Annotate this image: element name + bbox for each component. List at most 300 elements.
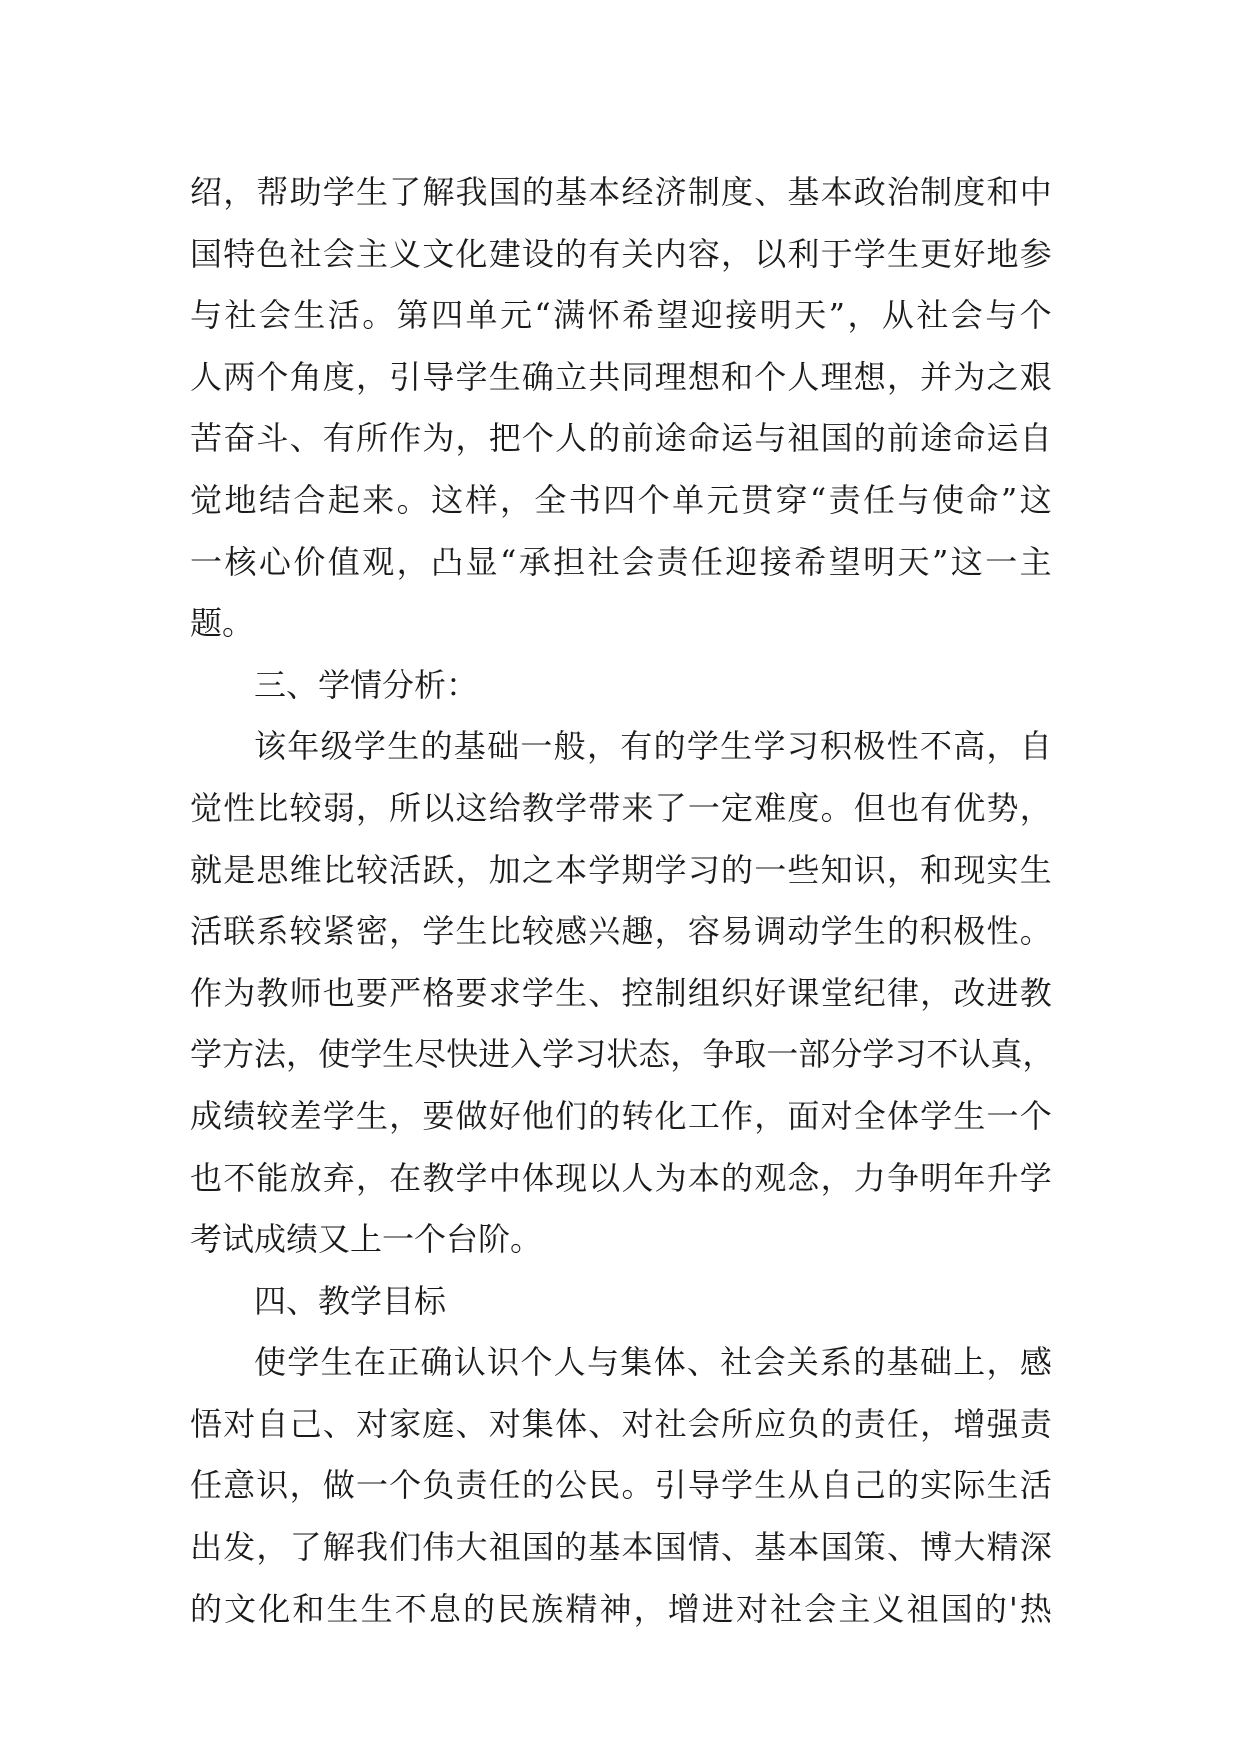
glyph: 为 [223,973,256,1012]
glyph: 生 [360,1589,393,1628]
glyph: 核 [224,542,257,581]
text-line [190,963,1052,1025]
glyph: 要 [355,973,388,1012]
glyph: 怀 [587,296,620,335]
glyph: 性 [223,788,256,827]
glyph: 实 [986,850,1019,889]
glyph: 体 [653,1343,686,1382]
glyph: 确 [521,357,554,396]
glyph: 一 [190,542,223,581]
glyph: 我 [455,173,488,211]
glyph: 关 [786,1343,819,1382]
glyph: 习 [687,850,720,889]
glyph: 任 [488,1466,521,1505]
glyph: 结 [258,480,291,519]
glyph: 法 [254,1035,287,1074]
glyph: 基 [555,173,588,211]
glyph: 己 [289,1404,322,1443]
glyph: 增 [667,1589,700,1628]
glyph: 主 [355,234,388,273]
glyph: 能 [256,1158,289,1197]
glyph: 也 [886,788,919,827]
glyph: 责 [1019,1404,1052,1443]
glyph: 、 [588,973,621,1012]
glyph: 运 [721,419,754,458]
glyph: ， [820,1158,853,1197]
glyph: 学 [753,727,786,766]
glyph: 伟 [422,1528,455,1567]
glyph: 习 [574,1035,607,1074]
glyph: 这 [455,788,488,827]
glyph: 的 [820,1404,853,1443]
glyph: 利 [787,234,820,273]
glyph: 生 [886,234,919,273]
glyph: 的 [853,419,886,458]
glyph: 一 [355,1466,388,1505]
glyph: 族 [531,1589,564,1628]
glyph: ， [499,480,532,519]
text-line [190,162,1052,224]
glyph: 庭 [422,1404,455,1443]
glyph: 升 [986,1158,1019,1197]
glyph: 状 [606,1035,639,1074]
glyph: 本 [787,1528,820,1567]
glyph: 一 [754,850,787,889]
glyph: 际 [953,1466,986,1505]
glyph: 引 [389,357,422,396]
glyph: 会 [753,1343,786,1382]
glyph: 。 [396,480,429,519]
glyph: 个 [1019,296,1052,335]
glyph: 明 [863,542,896,581]
glyph: 悟 [190,1404,223,1443]
glyph: 引 [654,1466,687,1505]
glyph: 己 [853,1466,886,1505]
glyph: 地 [986,234,1019,273]
glyph: 取 [734,1035,767,1074]
glyph: 本 [687,1158,720,1197]
glyph: 趣 [621,912,654,951]
glyph: 一 [687,788,720,827]
glyph: 前 [886,419,919,458]
glyph: 了 [289,1528,322,1567]
glyph: 、 [289,419,322,458]
glyph: 学 [820,912,853,951]
glyph: 觉 [190,788,223,827]
glyph: 博 [920,1528,953,1567]
glyph: 对 [355,1404,388,1443]
glyph: 国 [820,1528,853,1567]
glyph: 兴 [588,912,621,951]
glyph: 们 [555,1096,588,1135]
glyph: “ [809,480,827,519]
glyph: 比 [256,788,289,827]
glyph: 制 [687,173,720,211]
glyph: 使 [254,1343,287,1382]
text-line: 四、教学目标 [254,1281,447,1320]
glyph: 来 [621,788,654,827]
glyph: 使 [931,480,964,519]
glyph: 有 [920,788,953,827]
glyph: 课 [787,973,820,1012]
glyph: 基 [588,1528,621,1567]
glyph: 难 [754,788,787,827]
glyph: 之 [986,357,1019,396]
glyph: 学 [1019,1158,1052,1197]
glyph: 担 [553,542,586,581]
glyph: 社 [916,296,949,335]
glyph: 地 [224,480,257,519]
glyph: 本 [621,1528,654,1567]
glyph: 与 [190,296,223,335]
glyph: 的 [886,1466,919,1505]
glyph: 的 [521,1466,554,1505]
glyph: 价 [293,542,326,581]
glyph: 精 [565,1589,598,1628]
glyph: 公 [555,1466,588,1505]
glyph: 责 [828,480,861,519]
glyph: 级 [320,727,353,766]
glyph: 政 [853,173,886,211]
glyph: 承 [518,542,551,581]
glyph: 学 [422,912,455,951]
glyph: 观 [362,542,395,581]
glyph: 础 [919,1343,952,1382]
glyph: 奋 [223,419,256,458]
text-line [190,1024,1055,1086]
glyph: 方 [222,1035,255,1074]
glyph: 之 [521,850,554,889]
glyph: 个 [637,480,670,519]
glyph: 值 [327,542,360,581]
glyph: 集 [620,1343,653,1382]
glyph: 教 [521,788,554,827]
glyph: ， [455,419,488,458]
text-line [190,716,1052,778]
glyph: 出 [190,1528,223,1567]
glyph: 祖 [787,419,820,458]
glyph: ， [886,850,919,889]
glyph: 希 [622,296,655,335]
glyph: 四 [603,480,636,519]
glyph: 弱 [322,788,355,827]
glyph: 的 [886,912,919,951]
glyph: 经 [621,173,654,211]
glyph: 集 [521,1404,554,1443]
glyph: 作 [389,419,422,458]
glyph: 人 [621,1158,654,1197]
glyph: 化 [455,234,488,273]
glyph: 生 [953,1096,986,1135]
glyph: 组 [687,973,720,1012]
glyph: 中 [1019,173,1052,211]
glyph: 化 [654,1096,687,1135]
glyph: 些 [787,850,820,889]
glyph: 思 [256,850,289,889]
glyph: 基 [754,1528,787,1567]
glyph: 立 [555,357,588,396]
glyph: 学 [521,973,554,1012]
glyph: 态 [638,1035,671,1074]
glyph: 学 [287,1343,320,1382]
glyph: 的 [721,850,754,889]
glyph: 性 [986,912,1019,951]
glyph: 系 [256,912,289,951]
glyph: 调 [754,912,787,951]
glyph: 度 [322,357,355,396]
glyph: ' [1009,1589,1018,1628]
glyph: 生 [326,1589,359,1628]
glyph: 所 [721,1404,754,1443]
glyph: 作 [721,1096,754,1135]
glyph: 部 [798,1035,831,1074]
glyph: 主 [1019,542,1052,581]
glyph: 习 [786,727,819,766]
glyph: 入 [510,1035,543,1074]
glyph: 合 [293,480,326,519]
glyph: 积 [920,912,953,951]
glyph: ， [455,850,488,889]
glyph: 望 [656,296,689,335]
glyph: 社 [770,1589,803,1628]
glyph: 生 [455,912,488,951]
glyph: 望 [828,542,861,581]
glyph: 把 [488,419,521,458]
glyph: 易 [721,912,754,951]
glyph: 成 [190,1096,223,1135]
glyph: 义 [389,234,422,273]
glyph: 为 [953,357,986,396]
glyph: 、 [721,1528,754,1567]
glyph: 不 [394,1589,427,1628]
glyph: 较 [521,912,554,951]
glyph: 知 [820,850,853,889]
glyph: 性 [886,727,919,766]
glyph: 度 [787,788,820,827]
glyph: 学 [920,1096,953,1135]
glyph: 给 [488,788,521,827]
glyph: 色 [256,234,289,273]
glyph: ， [886,357,919,396]
glyph: 生 [355,173,388,211]
text-line: 考试成绩又上一个台阶。 [190,1220,543,1259]
glyph: 识 [853,850,886,889]
glyph: 生 [355,1096,388,1135]
glyph: 较 [289,788,322,827]
glyph: 学 [721,1466,754,1505]
glyph: 化 [258,1589,291,1628]
glyph: 会 [258,296,291,335]
glyph: 力 [853,1158,886,1197]
glyph: 、 [754,173,787,211]
glyph: 文 [422,234,455,273]
glyph: 大 [455,1528,488,1567]
glyph: 求 [488,973,521,1012]
glyph: 凸 [431,542,464,581]
glyph: 导 [422,357,455,396]
glyph: 一 [766,1035,799,1074]
glyph: 任 [886,1404,919,1443]
glyph: 负 [422,1466,455,1505]
text-line [190,285,1052,347]
glyph: 国 [190,234,223,273]
glyph: ， [355,788,388,827]
glyph: 好 [488,1096,521,1135]
glyph: 就 [190,850,223,889]
glyph: 比 [488,912,521,951]
glyph: 积 [820,727,853,766]
glyph: 生 [853,912,886,951]
glyph: ” [1000,480,1018,519]
glyph: 制 [920,173,953,211]
glyph: 神 [599,1589,632,1628]
glyph: 联 [223,912,256,951]
glyph: 与 [754,419,787,458]
glyph: 认 [453,1343,486,1382]
glyph: ， [355,1158,388,1197]
glyph: ， [289,1466,322,1505]
glyph: 民 [497,1589,530,1628]
glyph: 这 [950,542,983,581]
glyph: 自 [256,1404,289,1443]
glyph: 学 [588,850,621,889]
glyph: 斗 [256,419,289,458]
text-line [190,1517,1052,1579]
glyph: 观 [754,1158,787,1197]
glyph: 来 [362,480,395,519]
glyph: ， [1019,788,1052,827]
glyph: 、 [686,1343,719,1382]
glyph: 以 [754,234,787,273]
text-line [190,1332,1052,1394]
glyph: 我 [355,1528,388,1567]
glyph: 格 [422,973,455,1012]
glyph: 理 [654,357,687,396]
glyph: 会 [322,234,355,273]
glyph: 、 [588,1404,621,1443]
glyph: 关 [621,234,654,273]
glyph: ， [654,912,687,951]
glyph: 满 [553,296,586,335]
glyph: 进 [701,1589,734,1628]
glyph: 有 [322,419,355,458]
glyph: ， [1022,1035,1055,1074]
glyph: 跃 [422,850,455,889]
glyph: 觉 [190,480,223,519]
glyph: 情 [687,1528,720,1567]
glyph: 解 [322,1528,355,1567]
glyph: 学 [853,234,886,273]
glyph: 不 [223,1158,256,1197]
glyph: 基 [453,727,486,766]
glyph: 国 [488,173,521,211]
glyph: 对 [621,1404,654,1443]
text-line [190,1086,1052,1148]
glyph: 维 [289,850,322,889]
glyph: 一 [985,542,1018,581]
glyph: 要 [455,973,488,1012]
glyph: 转 [621,1096,654,1135]
glyph: 学 [353,727,386,766]
glyph: 带 [588,788,621,827]
glyph: 堂 [820,973,853,1012]
glyph: 要 [422,1096,455,1135]
glyph: 学 [686,727,719,766]
glyph: ， [754,1096,787,1135]
glyph: 。 [1019,912,1052,951]
glyph: 途 [654,419,687,458]
text-line: 三、学情分析： [254,665,479,704]
glyph: 与 [586,1343,619,1382]
glyph: 样 [465,480,498,519]
glyph: 一 [986,1096,1019,1135]
glyph: 四 [431,296,464,335]
glyph: 所 [355,419,388,458]
glyph: 的 [653,727,686,766]
glyph: ” [931,542,949,581]
glyph: 学 [322,1096,355,1135]
glyph: 明 [920,1158,953,1197]
glyph: 的 [555,1528,588,1567]
glyph: 强 [986,1404,1019,1443]
glyph: 国 [820,419,853,458]
glyph: 学 [862,1035,895,1074]
glyph: 习 [894,1035,927,1074]
glyph: 国 [654,1528,687,1567]
glyph: 个 [256,357,289,396]
glyph: 人 [553,1343,586,1382]
glyph: 、 [322,1404,355,1443]
glyph: 和 [920,850,953,889]
glyph: 命 [687,419,720,458]
glyph: 了 [389,173,422,211]
glyph: 命 [953,419,986,458]
glyph: 与 [897,480,930,519]
glyph: 运 [986,419,1019,458]
glyph: 意 [223,1466,256,1505]
glyph: ， [721,234,754,273]
glyph: 不 [926,1035,959,1074]
glyph: 本 [555,850,588,889]
glyph: 与 [985,296,1018,335]
glyph: 单 [672,480,705,519]
glyph: 势 [986,788,1019,827]
glyph: 争 [886,1158,919,1197]
glyph: 想 [687,357,720,396]
text-line [190,408,1052,470]
glyph: 学 [654,850,687,889]
glyph: 为 [422,419,455,458]
glyph: 比 [322,850,355,889]
glyph: 本 [820,173,853,211]
glyph: 优 [953,788,986,827]
glyph: 人 [787,357,820,396]
glyph: 在 [389,1158,422,1197]
glyph: 在 [353,1343,386,1382]
glyph: 国 [521,1528,554,1567]
glyph: 社 [289,234,322,273]
glyph: 织 [721,973,754,1012]
glyph: 深 [1019,1528,1052,1567]
glyph: 责 [455,1466,488,1505]
glyph: 念 [787,1158,820,1197]
glyph: 个 [520,1343,553,1382]
glyph: 全 [534,480,567,519]
glyph: 生 [1019,850,1052,889]
glyph: 参 [1019,234,1052,273]
text-line [190,1455,1052,1517]
glyph: 特 [223,234,256,273]
